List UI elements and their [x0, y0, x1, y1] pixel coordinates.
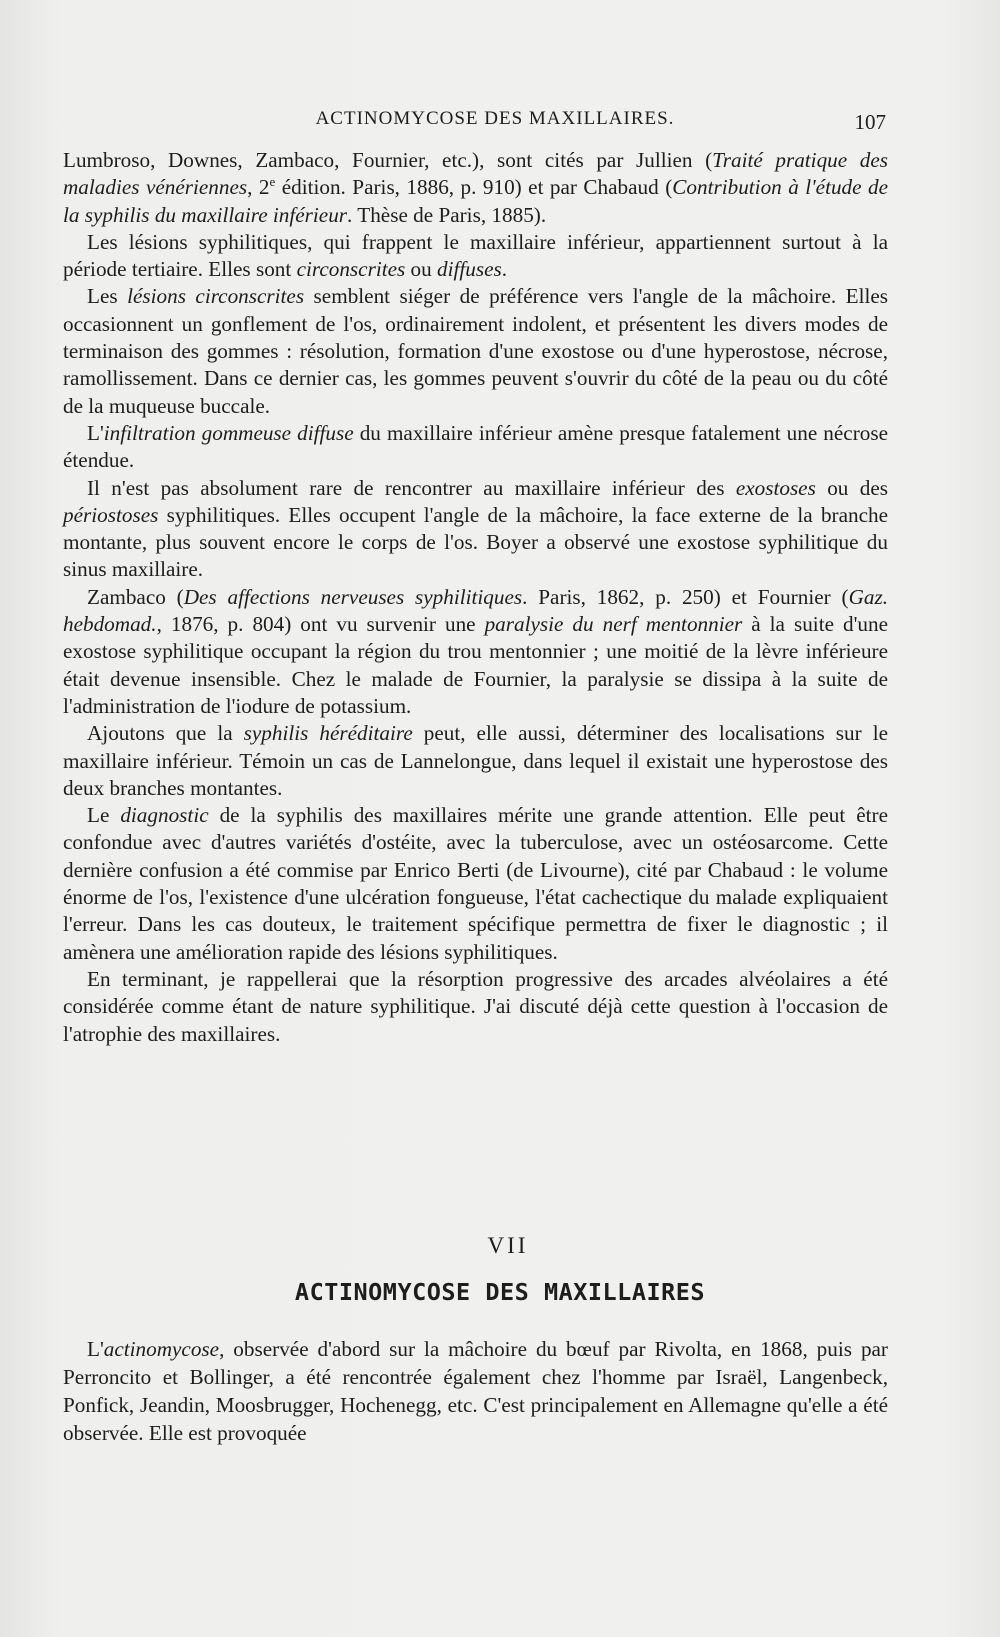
- section-title: ACTINOMYCOSE DES MAXILLAIRES: [294, 1278, 706, 1306]
- italic-run: Gaz. hebdomad.: [63, 584, 888, 637]
- italic-run: Des affections nerveuses syphilitiques: [183, 584, 523, 609]
- text-run: à la suite d'une exostose syphilitique occupant la région du trou mentonnier ; une moitié de la lèvre inférieure était devenue insensible. Chez le malade de Fournier, la paralysie se dissipa à la suite de l'administration de l'iodure de potassium.: [63, 612, 888, 718]
- italic-run: Contribution à l'étude de la syphilis du maxillaire inférieur: [63, 175, 888, 227]
- italic-run: lésions circonscrites: [127, 284, 305, 309]
- page-header: [64, 108, 886, 134]
- text-run: Zambaco (: [87, 584, 184, 609]
- section-number: VII: [487, 1233, 529, 1258]
- text-run: ou: [405, 257, 438, 282]
- italic-run: syphilis héréditaire: [243, 721, 413, 746]
- superscript: e: [269, 174, 276, 190]
- paragraph-2: [63, 229, 888, 284]
- text-run: L': [87, 420, 104, 445]
- italic-run: actinomycose: [103, 1337, 220, 1361]
- main-text: [63, 147, 888, 1048]
- italic-run: exostoses: [735, 475, 816, 500]
- section-paragraph-1: [63, 1335, 888, 1447]
- text-run: . Thèse de Paris, 1885).: [347, 202, 547, 227]
- text-run: , 2: [247, 175, 270, 200]
- text-run: En terminant, je rappellerai que la résorption progressive des arcades alvéolaires a été considérée comme étant de nature syphilitique. J'ai discuté déjà cette question à l'occasion de l'atrophie des maxillaires.: [63, 966, 888, 1046]
- paragraph-7: [63, 720, 888, 802]
- text-run: Lumbroso, Downes, Zambaco, Fournier, etc.), sont cités par Jullien (: [63, 148, 713, 172]
- text-run: de la syphilis des maxillaires mérite une grande attention. Elle peut être confondue avec d'autres variétés d'ostéite, avec la tuberculose, avec un ostéosarcome. Cette dernière confusion a été commise par Enrico Berti (de Livourne), cité par Chabaud : le volume énorme de l'os, l'existence d'une ulcération fongueuse, l'état cachectique du malade expliquaient l'erreur. Dans les cas douteux, le traitement spécifique permettra de fixer le diagnostic ; il amènera une amélioration rapide des lésions syphilitiques.: [63, 803, 888, 964]
- running-title: ACTINOMYCOSE DES MAXILLAIRES.: [315, 108, 675, 129]
- text-run: semblent siéger de préférence vers l'angle de la mâchoire. Elles occasionnent un gonflement de l'os, ordinairement indolent, et présentent les divers modes de terminaison des gommes : résolution, formation d'une exostose ou d'une hyperostose, nécrose, ramollissement. Dans ce dernier cas, les gommes peuvent s'ouvrir du côté de la peau ou du côté de la muqueuse buccale.: [63, 284, 888, 418]
- italic-run: circonscrites: [296, 257, 406, 282]
- italic-run: diagnostic: [120, 803, 209, 828]
- paragraph-3: [63, 283, 888, 419]
- text-run: . Paris, 1862, p. 250) et Fournier (: [522, 584, 849, 609]
- text-run: édition. Paris, 1886, p. 910) et par Chabaud (: [275, 175, 673, 200]
- text-run: Ajoutons que la: [87, 721, 244, 746]
- text-run: L': [87, 1337, 104, 1361]
- text-run: Il n'est pas absolument rare de rencontrer au maxillaire inférieur des: [87, 475, 736, 500]
- text-run: Le: [87, 803, 121, 828]
- italic-run: Traité pratique des maladies vénériennes: [63, 148, 889, 200]
- paragraph-6: [63, 584, 888, 720]
- text-run: , observée d'abord sur la mâchoire du bœuf par Rivolta, en 1868, puis par Perroncito et Bollinger, a été rencontrée également chez l'homme par Israël, Langenbeck, Ponfick, Jeandin, Moosbrugger, Hochenegg, etc. C'est principalement en Allemagne qu'elle a été observée. Elle est provoquée: [63, 1337, 888, 1445]
- text-run: , 1876, p. 804) ont vu survenir une: [156, 612, 485, 637]
- text-run: Les: [87, 284, 128, 309]
- italic-run: infiltration gommeuse diffuse: [103, 420, 354, 445]
- text-run: syphilitiques. Elles occupent l'angle de la mâchoire, la face externe de la branche montante, plus souvent encore le corps de l'os. Boyer a observé une exostose syphilitique du sinus maxillaire.: [63, 502, 888, 582]
- paragraph-1: [63, 147, 888, 229]
- italic-run: paralysie du nerf mentonnier: [484, 612, 743, 637]
- text-run: .: [501, 257, 508, 282]
- text-run: du maxillaire inférieur amène presque fatalement une nécrose étendue.: [63, 420, 888, 473]
- text-run: ou des: [815, 475, 888, 500]
- paragraph-8: [63, 802, 888, 966]
- paragraph-9: [63, 966, 888, 1048]
- paragraph-5: [63, 475, 888, 584]
- section-text: [63, 1335, 888, 1447]
- paragraph-4: [63, 420, 888, 475]
- italic-run: diffuses: [437, 257, 502, 282]
- text-run: Les lésions syphilitiques, qui frappent le maxillaire inférieur, appartiennent surtout à la période tertiaire. Elles sont: [63, 229, 888, 282]
- text-run: peut, elle aussi, déterminer des localisations sur le maxillaire inférieur. Témoin un cas de Lannelongue, dans lequel il existait une hyperostose des deux branches montantes.: [63, 721, 889, 800]
- page-number: 107: [854, 110, 886, 134]
- italic-run: périostoses: [63, 502, 159, 527]
